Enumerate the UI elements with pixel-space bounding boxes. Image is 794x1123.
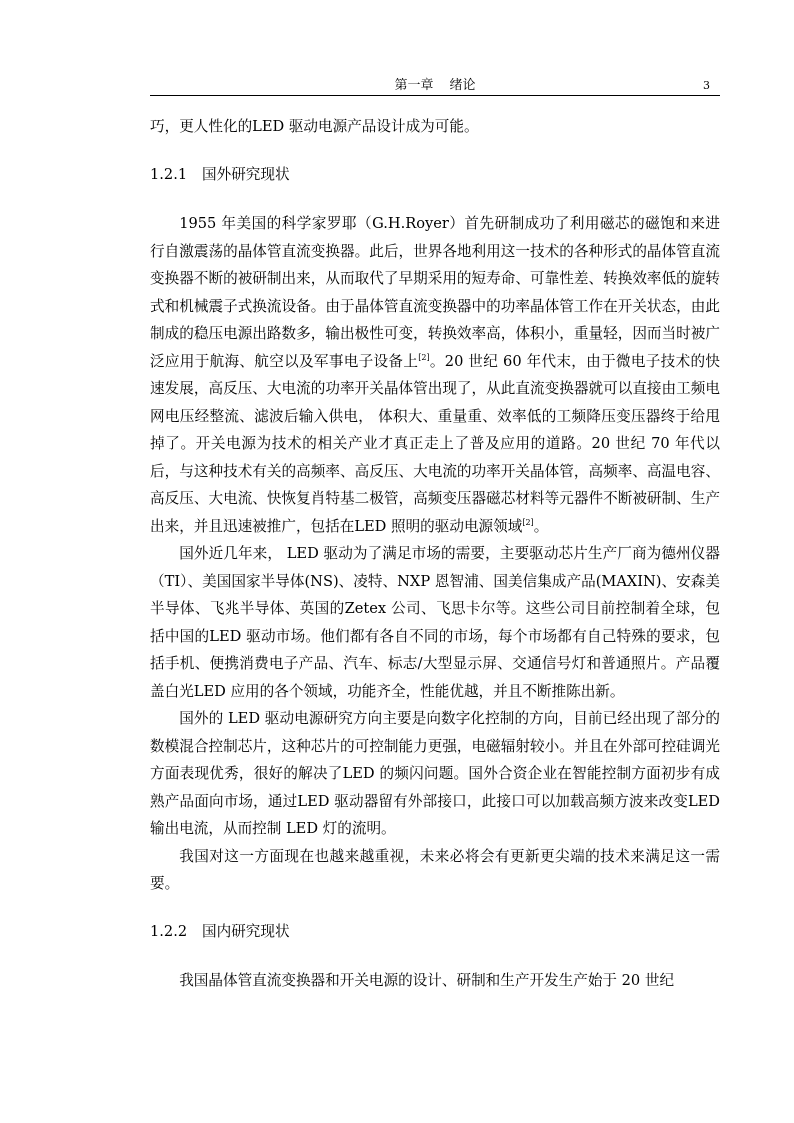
running-title	[150, 78, 720, 94]
page-body	[150, 113, 720, 995]
citation: [2]	[418, 352, 430, 362]
chapter-label: 第一章	[394, 78, 434, 93]
section-heading-1-2-2	[150, 918, 720, 946]
paragraph-domestic-outlook: 我国对这一方面现在也越来越重视，未来必将会有更新更尖端的技术来满足这一需要。	[150, 847, 720, 892]
header-rule	[150, 95, 720, 96]
paragraph-text: 。	[533, 517, 549, 535]
page-header	[150, 78, 720, 94]
paragraph-text: 1955 年美国的科学家罗耶（G.H.Royer）首先研制成功了利用磁芯的磁饱和来进行自激震荡的晶体管直流变换器。此后，世界各地利用这一技术的各种形式的晶体管直流变换器不断的被研制出来，从而取代了早期采用的短寿命、可靠性差、转换效率低的旋转式和机械震子式换流设备。由于晶体管直流变换器中的功率晶体管工作在开关状态，由此制成的稳压电源出路数多，输出极性可变，转换效率高，体积小，重量轻，因而当时被广泛应用于航海、航空以及军事电子设备上	[150, 215, 720, 370]
chapter-title: 绪论	[449, 78, 476, 93]
paragraph-domestic-history: 我国晶体管直流变换器和开关电源的设计、研制和生产开发生产始于 20 世纪	[179, 972, 675, 989]
paragraph-research-direction: 国外的 LED 驱动电源研究方向主要是向数字化控制的方向，目前已经出现了部分的数模混合控制芯片，这种芯片的可控制能力更强，电磁辐射较小。并且在外部可控硅调光方面表现优秀，很好的解决了LED 的频闪问题。国外合资企业在智能控制方面初步有成熟产品面向市场，通过LED 驱动器留有外部接口，此接口可以加载高频方波来改变LED 输出电流，从而控制 LED 灯的流明。	[150, 710, 720, 837]
paragraph-manufacturers: 国外近几年来， LED 驱动为了满足市场的需要，主要驱动芯片生产厂商为德州仪器（TI）、美国国家半导体(NS)、凌特、NXP 恩智浦、国美信集成产品(MAXIN)、安森美半导体、飞兆半导体、英国的Zetex 公司、飞思卡尔等。这些公司目前控制着全球，包括中国的LED 驱动市场。他们都有各自不同的市场，每个市场都有自己特殊的要求，包括手机、便携消费电子产品、汽车、标志/大型显示屏、交通信号灯和普通照片。产品覆盖白光LED 应用的各个领域，功能齐全，性能优越，并且不断推陈出新。	[150, 545, 720, 700]
citation: [2]	[522, 517, 534, 527]
section-title: 国内研究现状	[202, 922, 290, 940]
paragraph-continuation: 巧，更人性化的LED 驱动电源产品设计成为可能。	[150, 118, 479, 135]
section-number: 1.2.1	[150, 165, 188, 183]
paragraph-text: 。20 世纪 60 年代末，由于微电子技术的快速发展，高反压、大电流的功率开关晶体管出现了，从此直流变换器就可以直接由工频电网电压经整流、滤波后输入供电， 体积大、重量重、效率低的工频降压变压器终于给甩掉了。开关电源为技术的相关产业才真正走上了普及应用的道路。20 世纪 70 年代以后，与这种技术有关的高频率、高反压、大电流的功率开关晶体管，高频率、高温电容、高反压、大电流、快恢复肖特基二极管，高频变压器磁芯材料等元器件不断被研制、生产出来，并且迅速被推广，包括在LED 照明的驱动电源领域	[150, 352, 720, 535]
section-number: 1.2.2	[150, 922, 188, 940]
paragraph-history	[150, 210, 720, 540]
section-heading-1-2-1	[150, 161, 720, 189]
section-title: 国外研究现状	[202, 165, 290, 183]
page-number: 3	[703, 79, 710, 92]
